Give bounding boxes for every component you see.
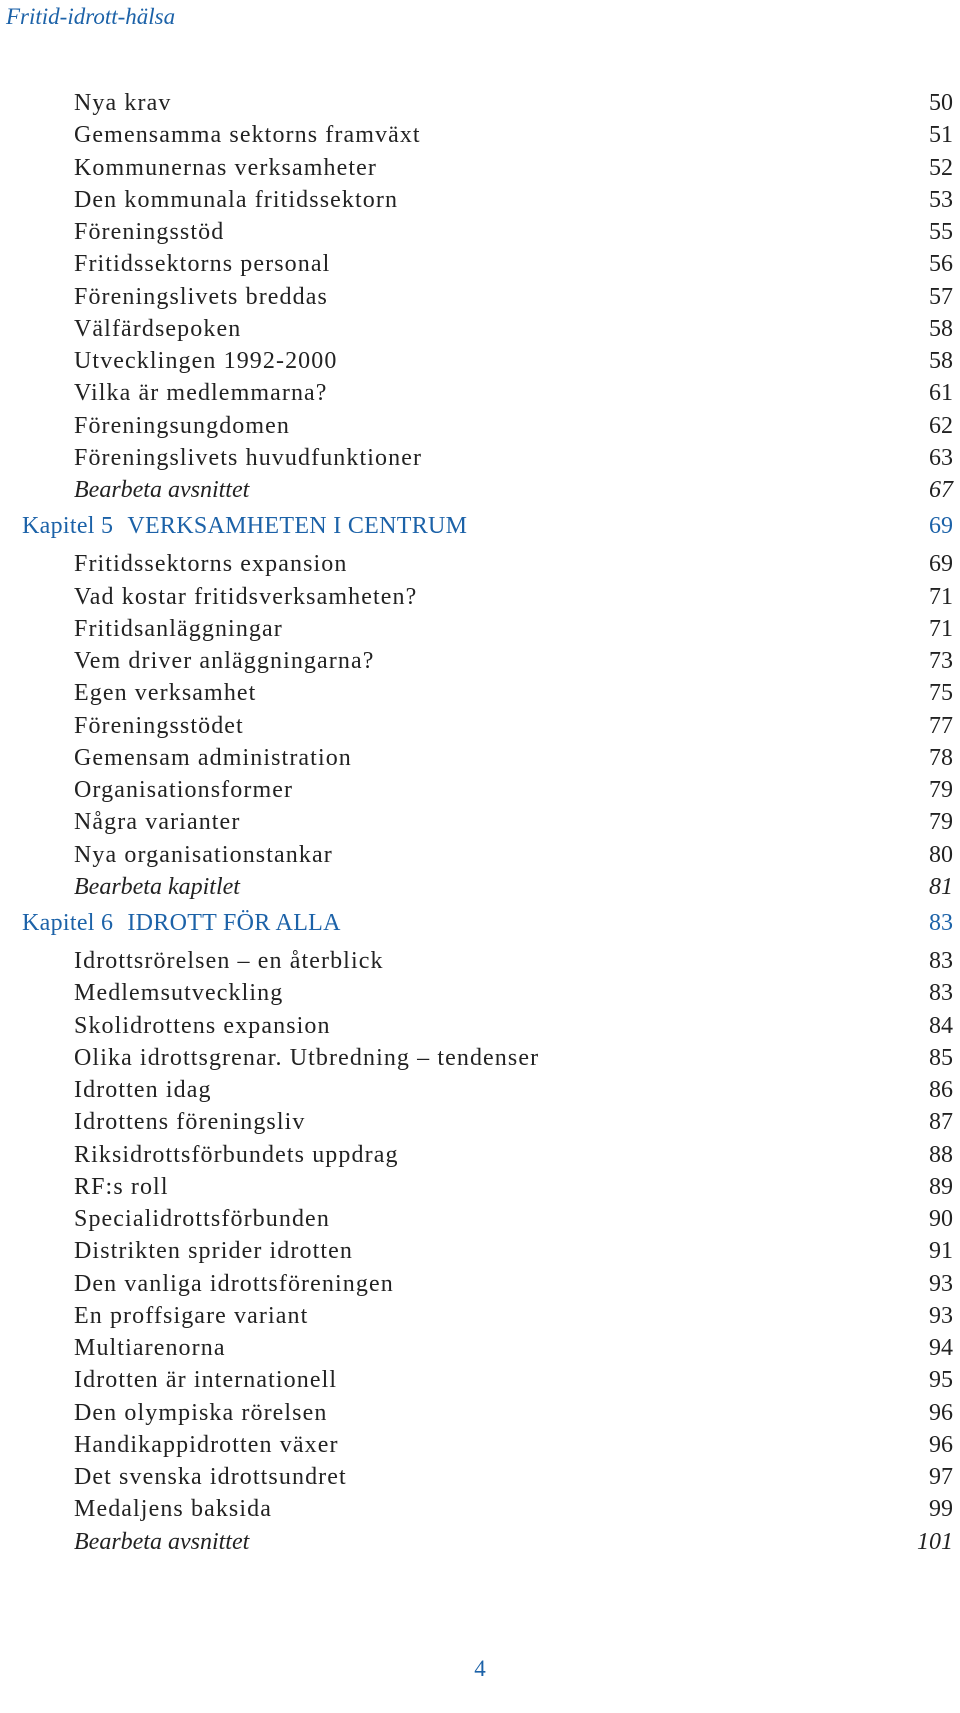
toc-entry-title: Den kommunala fritidssektorn xyxy=(74,186,399,213)
toc-entry-page: 101 xyxy=(917,1528,953,1555)
chapter-title: VERKSAMHETEN I CENTRUM xyxy=(127,513,468,540)
toc-entry xyxy=(0,977,960,1009)
toc-entry-title: Multiarenorna xyxy=(74,1335,226,1361)
toc-entry-title: Den vanliga idrottsföreningen xyxy=(74,1270,394,1297)
toc-entry-title: Egen verksamhet xyxy=(74,680,257,707)
toc-entry-title: Fritidssektorns expansion xyxy=(74,551,348,578)
toc-entry xyxy=(0,581,960,613)
toc-entry xyxy=(0,410,960,442)
toc-entry-page: 50 xyxy=(929,90,953,116)
toc-entry-title: Vilka är medlemmarna? xyxy=(74,380,328,407)
toc-entry-page: 99 xyxy=(929,1496,953,1523)
toc-entry-page: 69 xyxy=(929,551,953,578)
toc-entry-page: 84 xyxy=(929,1012,953,1039)
toc-entry-page: 86 xyxy=(929,1077,953,1103)
toc-entry-page: 57 xyxy=(929,283,953,310)
toc-entry-title: Idrotten är internationell xyxy=(74,1367,338,1394)
toc-entry-title: Skolidrottens expansion xyxy=(74,1012,331,1039)
toc-entry-title: Föreningsstödet xyxy=(74,712,244,739)
toc-entry-title xyxy=(22,907,341,939)
toc-entry-page: 88 xyxy=(929,1141,953,1168)
toc-chapter-heading xyxy=(0,508,960,548)
toc-entry-page: 77 xyxy=(929,712,953,739)
toc-entry xyxy=(0,774,960,806)
toc-entry xyxy=(0,1332,960,1364)
toc-entry-page: 89 xyxy=(929,1173,953,1200)
toc-entry-page: 69 xyxy=(929,513,953,540)
toc-entry-page: 95 xyxy=(929,1367,953,1394)
toc-entry-page: 78 xyxy=(929,744,953,771)
chapter-label: Kapitel 5 xyxy=(22,513,114,540)
toc-entry-title: Idrottens föreningsliv xyxy=(74,1109,306,1136)
toc-entry-page: 91 xyxy=(929,1238,953,1265)
toc-entry-title: Medaljens baksida xyxy=(74,1496,272,1523)
toc-entry xyxy=(0,119,960,151)
toc-entry xyxy=(0,1074,960,1106)
toc-entry-title: Föreningsungdomen xyxy=(74,412,291,439)
toc-entry xyxy=(0,839,960,871)
toc-entry-title: Nya organisationstankar xyxy=(74,841,333,868)
toc-entry-title: En proffsigare variant xyxy=(74,1302,309,1329)
toc-entry-page: 63 xyxy=(929,444,953,471)
toc-entry-page: 94 xyxy=(929,1335,953,1361)
toc-entry-title: Nya krav xyxy=(74,90,172,116)
toc-entry xyxy=(0,1300,960,1332)
toc-entry-page: 80 xyxy=(929,841,953,868)
toc-entry-title: Bearbeta avsnittet xyxy=(74,1528,250,1555)
toc-entry-page: 83 xyxy=(929,948,953,974)
toc-entry-page: 58 xyxy=(929,348,953,374)
toc-entry-title: Riksidrottsförbundets uppdrag xyxy=(74,1141,399,1168)
toc-entry-title: Den olympiska rörelsen xyxy=(74,1399,328,1426)
toc-entry xyxy=(0,474,960,506)
toc-entry-page: 87 xyxy=(929,1109,953,1136)
toc-entry-page: 51 xyxy=(929,122,953,149)
toc-entry-page: 97 xyxy=(929,1464,953,1490)
toc-entry-title: Det svenska idrottsundret xyxy=(74,1464,347,1490)
toc-entry-title: Välfärdsepoken xyxy=(74,315,242,342)
toc-entry-title: Föreningslivets huvudfunktioner xyxy=(74,444,423,471)
toc-entry-page: 81 xyxy=(929,873,953,900)
toc-entry-page: 83 xyxy=(929,910,953,936)
toc-entry xyxy=(0,345,960,377)
toc-entry xyxy=(0,1042,960,1074)
running-head: Fritid-idrott-hälsa xyxy=(6,4,176,29)
toc-entry-page: 79 xyxy=(929,809,953,836)
toc-entry-page: 96 xyxy=(929,1431,953,1458)
toc-entry xyxy=(0,1493,960,1525)
toc-entry-page: 61 xyxy=(929,380,953,407)
toc-entry xyxy=(0,1203,960,1235)
toc-entry-title: Organisationsformer xyxy=(74,777,294,803)
toc-entry-title: Vad kostar fritidsverksamheten? xyxy=(74,583,418,610)
toc-entry xyxy=(0,710,960,742)
toc-entry-title: Bearbeta avsnittet xyxy=(74,477,250,503)
toc-entry-page: 79 xyxy=(929,777,953,803)
toc-entry xyxy=(0,548,960,580)
toc-entry xyxy=(0,377,960,409)
toc-entry xyxy=(0,152,960,184)
toc-entry-title: Fritidsanläggningar xyxy=(74,615,283,642)
toc-entry xyxy=(0,1526,960,1558)
toc-entry-page: 58 xyxy=(929,315,953,342)
toc-entry xyxy=(0,871,960,903)
toc-entry-page: 75 xyxy=(929,680,953,707)
toc-entry-title: Bearbeta kapitlet xyxy=(74,873,240,900)
toc-entry xyxy=(0,677,960,709)
toc-entry-title xyxy=(22,510,467,542)
toc-entry xyxy=(0,645,960,677)
toc-entry-page: 93 xyxy=(929,1270,953,1297)
toc-entry-page: 67 xyxy=(929,477,953,503)
page-number: 4 xyxy=(474,1656,486,1681)
toc-entry xyxy=(0,1171,960,1203)
toc-entry xyxy=(0,184,960,216)
toc-entry-page: 62 xyxy=(929,412,953,439)
toc-entry xyxy=(0,248,960,280)
toc-entry-title: Distrikten sprider idrotten xyxy=(74,1238,353,1265)
toc-entry xyxy=(0,1397,960,1429)
toc-entry-title: Fritidssektorns personal xyxy=(74,251,331,278)
toc-entry-page: 55 xyxy=(929,219,953,245)
toc-entry-page: 96 xyxy=(929,1399,953,1426)
toc-entry-title: Föreningsstöd xyxy=(74,219,225,245)
toc-entry-title: Specialidrottsförbunden xyxy=(74,1206,330,1232)
toc-entry xyxy=(0,1106,960,1138)
toc-entry-title: Idrottsrörelsen – en återblick xyxy=(74,948,384,974)
toc-entry xyxy=(0,1235,960,1267)
chapter-label: Kapitel 6 xyxy=(22,910,114,936)
toc-entry-title: Idrotten idag xyxy=(74,1077,212,1103)
toc-entry-title: RF:s roll xyxy=(74,1173,169,1200)
toc-entry-title: Medlemsutveckling xyxy=(74,980,284,1007)
toc-entry xyxy=(0,1010,960,1042)
toc-entry xyxy=(0,742,960,774)
toc-entry-title: Kommunernas verksamheter xyxy=(74,154,377,181)
toc-entry xyxy=(0,1139,960,1171)
toc-entry xyxy=(0,1364,960,1396)
toc-entry xyxy=(0,313,960,345)
toc-entry-page: 83 xyxy=(929,980,953,1007)
chapter-title: IDROTT FÖR ALLA xyxy=(127,910,341,936)
toc-entry xyxy=(0,1268,960,1300)
toc-entry-title: Gemensam administration xyxy=(74,744,352,771)
toc-entry xyxy=(0,216,960,248)
toc-entry-page: 73 xyxy=(929,648,953,674)
toc-entry-title: Handikappidrotten växer xyxy=(74,1431,339,1458)
toc-entry xyxy=(0,281,960,313)
table-of-contents xyxy=(0,87,960,1558)
toc-entry-page: 53 xyxy=(929,186,953,213)
toc-entry xyxy=(0,806,960,838)
toc-entry-page: 71 xyxy=(929,615,953,642)
toc-entry-title: Föreningslivets breddas xyxy=(74,283,328,310)
toc-entry-page: 71 xyxy=(929,583,953,610)
toc-entry xyxy=(0,1429,960,1461)
toc-entry xyxy=(0,945,960,977)
toc-entry xyxy=(0,442,960,474)
toc-entry xyxy=(0,1461,960,1493)
toc-entry-title: Utvecklingen 1992-2000 xyxy=(74,348,338,374)
toc-entry xyxy=(0,613,960,645)
toc-entry-title: Vem driver anläggningarna? xyxy=(74,648,375,674)
toc-entry-page: 90 xyxy=(929,1206,953,1232)
toc-chapter-heading xyxy=(0,905,960,945)
toc-entry-page: 56 xyxy=(929,251,953,278)
toc-entry-page: 93 xyxy=(929,1302,953,1329)
toc-entry-page: 52 xyxy=(929,154,953,181)
toc-entry-title: Några varianter xyxy=(74,809,241,836)
toc-entry xyxy=(0,87,960,119)
toc-entry-title: Olika idrottsgrenar. Utbredning – tendenser xyxy=(74,1044,540,1071)
toc-entry-page: 85 xyxy=(929,1044,953,1071)
toc-entry-title: Gemensamma sektorns framväxt xyxy=(74,122,421,149)
